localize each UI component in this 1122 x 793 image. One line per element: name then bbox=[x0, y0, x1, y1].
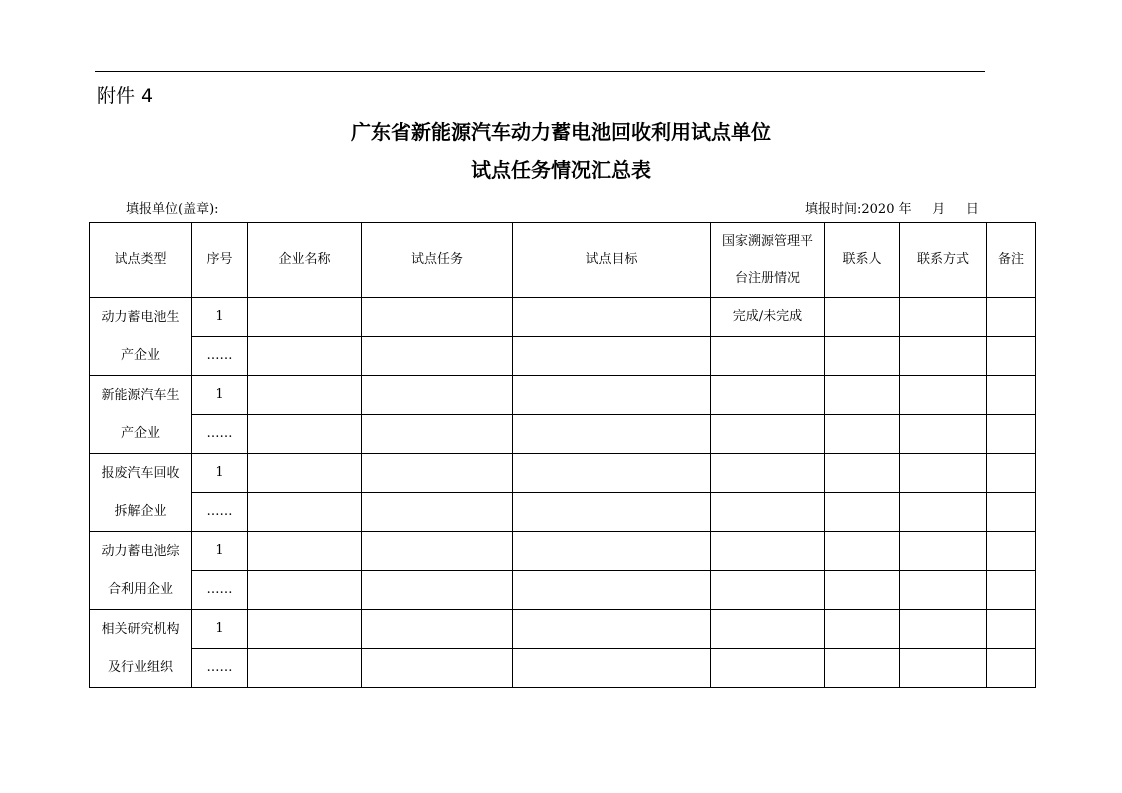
seq-cell: …… bbox=[192, 649, 248, 688]
table-row bbox=[90, 298, 1036, 337]
remark-cell[interactable] bbox=[987, 415, 1036, 454]
platform-cell[interactable] bbox=[711, 415, 825, 454]
seq-cell: …… bbox=[192, 337, 248, 376]
contact-method-cell[interactable] bbox=[900, 298, 987, 337]
goal-cell[interactable] bbox=[513, 610, 711, 649]
task-cell[interactable] bbox=[362, 610, 513, 649]
contact-method-cell[interactable] bbox=[900, 376, 987, 415]
table-row bbox=[90, 376, 1036, 415]
contact-method-cell[interactable] bbox=[900, 649, 987, 688]
remark-cell[interactable] bbox=[987, 532, 1036, 571]
company-cell[interactable] bbox=[248, 415, 362, 454]
contact-method-cell[interactable] bbox=[900, 493, 987, 532]
platform-cell[interactable] bbox=[711, 649, 825, 688]
platform-cell[interactable] bbox=[711, 337, 825, 376]
header-contact: 联系人 bbox=[825, 223, 900, 298]
platform-cell[interactable] bbox=[711, 376, 825, 415]
header-type: 试点类型 bbox=[90, 223, 192, 298]
contact-method-cell[interactable] bbox=[900, 454, 987, 493]
contact-cell[interactable] bbox=[825, 571, 900, 610]
task-cell[interactable] bbox=[362, 571, 513, 610]
remark-cell[interactable] bbox=[987, 454, 1036, 493]
platform-cell[interactable] bbox=[711, 571, 825, 610]
contact-cell[interactable] bbox=[825, 493, 900, 532]
contact-cell[interactable] bbox=[825, 415, 900, 454]
goal-cell[interactable] bbox=[513, 376, 711, 415]
company-cell[interactable] bbox=[248, 532, 362, 571]
goal-cell[interactable] bbox=[513, 532, 711, 571]
header-remark: 备注 bbox=[987, 223, 1036, 298]
contact-cell[interactable] bbox=[825, 298, 900, 337]
remark-cell[interactable] bbox=[987, 493, 1036, 532]
goal-cell[interactable] bbox=[513, 571, 711, 610]
company-cell[interactable] bbox=[248, 337, 362, 376]
task-cell[interactable] bbox=[362, 532, 513, 571]
remark-cell[interactable] bbox=[987, 337, 1036, 376]
goal-cell[interactable] bbox=[513, 454, 711, 493]
remark-cell[interactable] bbox=[987, 376, 1036, 415]
task-cell[interactable] bbox=[362, 298, 513, 337]
category-cell: 相关研究机构 及行业组织 bbox=[90, 610, 192, 688]
document-subtitle: 试点任务情况汇总表 bbox=[471, 158, 651, 182]
company-cell[interactable] bbox=[248, 649, 362, 688]
header-platform: 国家溯源管理平 台注册情况 bbox=[711, 223, 825, 298]
header-company: 企业名称 bbox=[248, 223, 362, 298]
company-cell[interactable] bbox=[248, 610, 362, 649]
company-cell[interactable] bbox=[248, 298, 362, 337]
table-row bbox=[90, 415, 1036, 454]
remark-cell[interactable] bbox=[987, 571, 1036, 610]
seq-cell: …… bbox=[192, 493, 248, 532]
category-cell: 新能源汽车生 产企业 bbox=[90, 376, 192, 454]
fill-time-label: 填报时间:2020 年 月 日 bbox=[805, 202, 979, 217]
remark-cell[interactable] bbox=[987, 649, 1036, 688]
header-contact-method: 联系方式 bbox=[900, 223, 987, 298]
platform-cell[interactable] bbox=[711, 610, 825, 649]
task-cell[interactable] bbox=[362, 649, 513, 688]
contact-method-cell[interactable] bbox=[900, 415, 987, 454]
company-cell[interactable] bbox=[248, 454, 362, 493]
category-cell: 报废汽车回收 拆解企业 bbox=[90, 454, 192, 532]
category-cell: 动力蓄电池综 合利用企业 bbox=[90, 532, 192, 610]
contact-cell[interactable] bbox=[825, 454, 900, 493]
goal-cell[interactable] bbox=[513, 415, 711, 454]
table-header-row bbox=[90, 223, 1036, 298]
seq-cell: …… bbox=[192, 571, 248, 610]
top-divider bbox=[95, 71, 985, 72]
goal-cell[interactable] bbox=[513, 649, 711, 688]
seq-cell: …… bbox=[192, 415, 248, 454]
document-title: 广东省新能源汽车动力蓄电池回收利用试点单位 bbox=[351, 120, 771, 144]
platform-cell[interactable] bbox=[711, 493, 825, 532]
goal-cell[interactable] bbox=[513, 337, 711, 376]
header-goal: 试点目标 bbox=[513, 223, 711, 298]
table-row bbox=[90, 649, 1036, 688]
platform-cell[interactable] bbox=[711, 454, 825, 493]
header-task: 试点任务 bbox=[362, 223, 513, 298]
seq-cell: 1 bbox=[192, 376, 248, 415]
company-cell[interactable] bbox=[248, 571, 362, 610]
remark-cell[interactable] bbox=[987, 610, 1036, 649]
summary-table bbox=[89, 222, 1036, 688]
fill-unit-label: 填报单位(盖章): bbox=[126, 202, 219, 217]
seq-cell: 1 bbox=[192, 454, 248, 493]
attachment-label: 附件 4 bbox=[97, 85, 154, 107]
table-row bbox=[90, 337, 1036, 376]
goal-cell[interactable] bbox=[513, 298, 711, 337]
contact-method-cell[interactable] bbox=[900, 532, 987, 571]
header-seq: 序号 bbox=[192, 223, 248, 298]
category-cell: 动力蓄电池生 产企业 bbox=[90, 298, 192, 376]
task-cell[interactable] bbox=[362, 376, 513, 415]
contact-method-cell[interactable] bbox=[900, 610, 987, 649]
seq-cell: 1 bbox=[192, 610, 248, 649]
contact-cell[interactable] bbox=[825, 610, 900, 649]
contact-cell[interactable] bbox=[825, 532, 900, 571]
company-cell[interactable] bbox=[248, 493, 362, 532]
table-row bbox=[90, 454, 1036, 493]
seq-cell: 1 bbox=[192, 298, 248, 337]
remark-cell[interactable] bbox=[987, 298, 1036, 337]
task-cell[interactable] bbox=[362, 415, 513, 454]
task-cell[interactable] bbox=[362, 454, 513, 493]
contact-method-cell[interactable] bbox=[900, 337, 987, 376]
goal-cell[interactable] bbox=[513, 493, 711, 532]
table-row bbox=[90, 571, 1036, 610]
seq-cell: 1 bbox=[192, 532, 248, 571]
contact-cell[interactable] bbox=[825, 649, 900, 688]
table-row bbox=[90, 532, 1036, 571]
task-cell[interactable] bbox=[362, 493, 513, 532]
contact-cell[interactable] bbox=[825, 376, 900, 415]
contact-method-cell[interactable] bbox=[900, 571, 987, 610]
platform-cell[interactable] bbox=[711, 532, 825, 571]
table-row bbox=[90, 610, 1036, 649]
contact-cell[interactable] bbox=[825, 337, 900, 376]
platform-cell[interactable]: 完成/未完成 bbox=[711, 298, 825, 337]
task-cell[interactable] bbox=[362, 337, 513, 376]
company-cell[interactable] bbox=[248, 376, 362, 415]
table-row bbox=[90, 493, 1036, 532]
